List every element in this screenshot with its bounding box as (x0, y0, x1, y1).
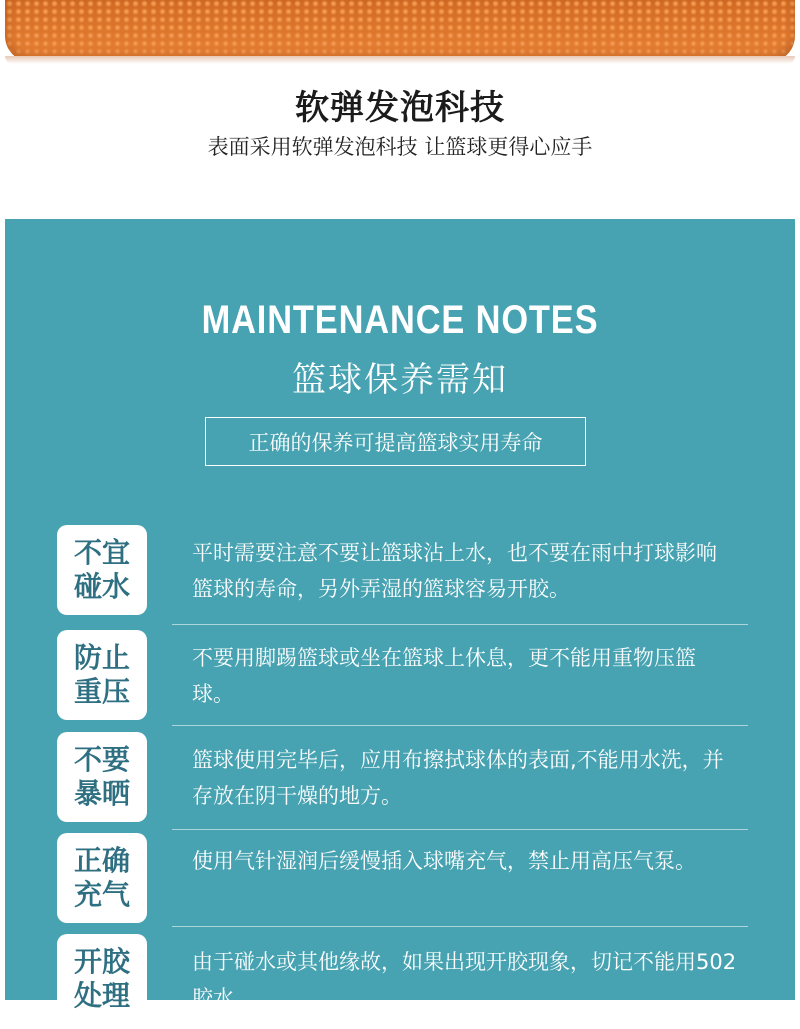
note-badge (57, 732, 147, 822)
note-badge (57, 630, 147, 720)
note-divider (172, 624, 748, 625)
note-badge-label: 开胶处理 (73, 945, 130, 1012)
note-divider (172, 926, 748, 927)
note-text: 由于碰水或其他缘故，如果出现开胶现象，切记不能用502胶水。 (192, 950, 737, 1010)
note-text: 篮球使用完毕后，应用布擦拭球体的表面,不能用水洗，并存放在阴干燥的地方。 (192, 748, 724, 808)
note-divider (172, 829, 748, 830)
basketball-surface-image (5, 0, 795, 62)
note-badge (57, 934, 147, 1024)
note-item (0, 630, 800, 725)
note-item (0, 934, 800, 1029)
note-badge-label: 不宜碰水 (73, 536, 130, 603)
note-item (0, 732, 800, 827)
basketball-surface-rim (5, 56, 795, 64)
note-text: 平时需要注意不要让篮球沾上水，也不要在雨中打球影响篮球的寿命，另外弄湿的篮球容易开胶。 (192, 541, 717, 601)
note-divider (172, 725, 748, 726)
note-badge-label: 防止重压 (73, 641, 130, 708)
note-text: 不要用脚踢篮球或坐在篮球上休息，更不能用重物压篮球。 (192, 646, 696, 706)
note-item (0, 525, 800, 620)
note-badge (57, 525, 147, 615)
maintenance-subtitle-box (205, 417, 586, 466)
note-text: 使用气针湿润后缓慢插入球嘴充气，禁止用高压气泵。 (192, 849, 696, 873)
note-item (0, 833, 800, 928)
note-badge (57, 833, 147, 923)
maintenance-subtitle: 正确的保养可提高篮球实用寿命 (248, 430, 543, 455)
tech-title: 软弹发泡科技 (295, 88, 505, 128)
tech-subtitle: 表面采用软弹发泡科技 让篮球更得心应手 (207, 135, 593, 159)
maintenance-title-en: MAINTENANCE NOTES (201, 298, 599, 342)
note-badge-label: 正确充气 (73, 844, 130, 911)
note-badge-label: 不要暴晒 (73, 743, 130, 810)
maintenance-title-cn: 篮球保养需知 (292, 360, 508, 400)
